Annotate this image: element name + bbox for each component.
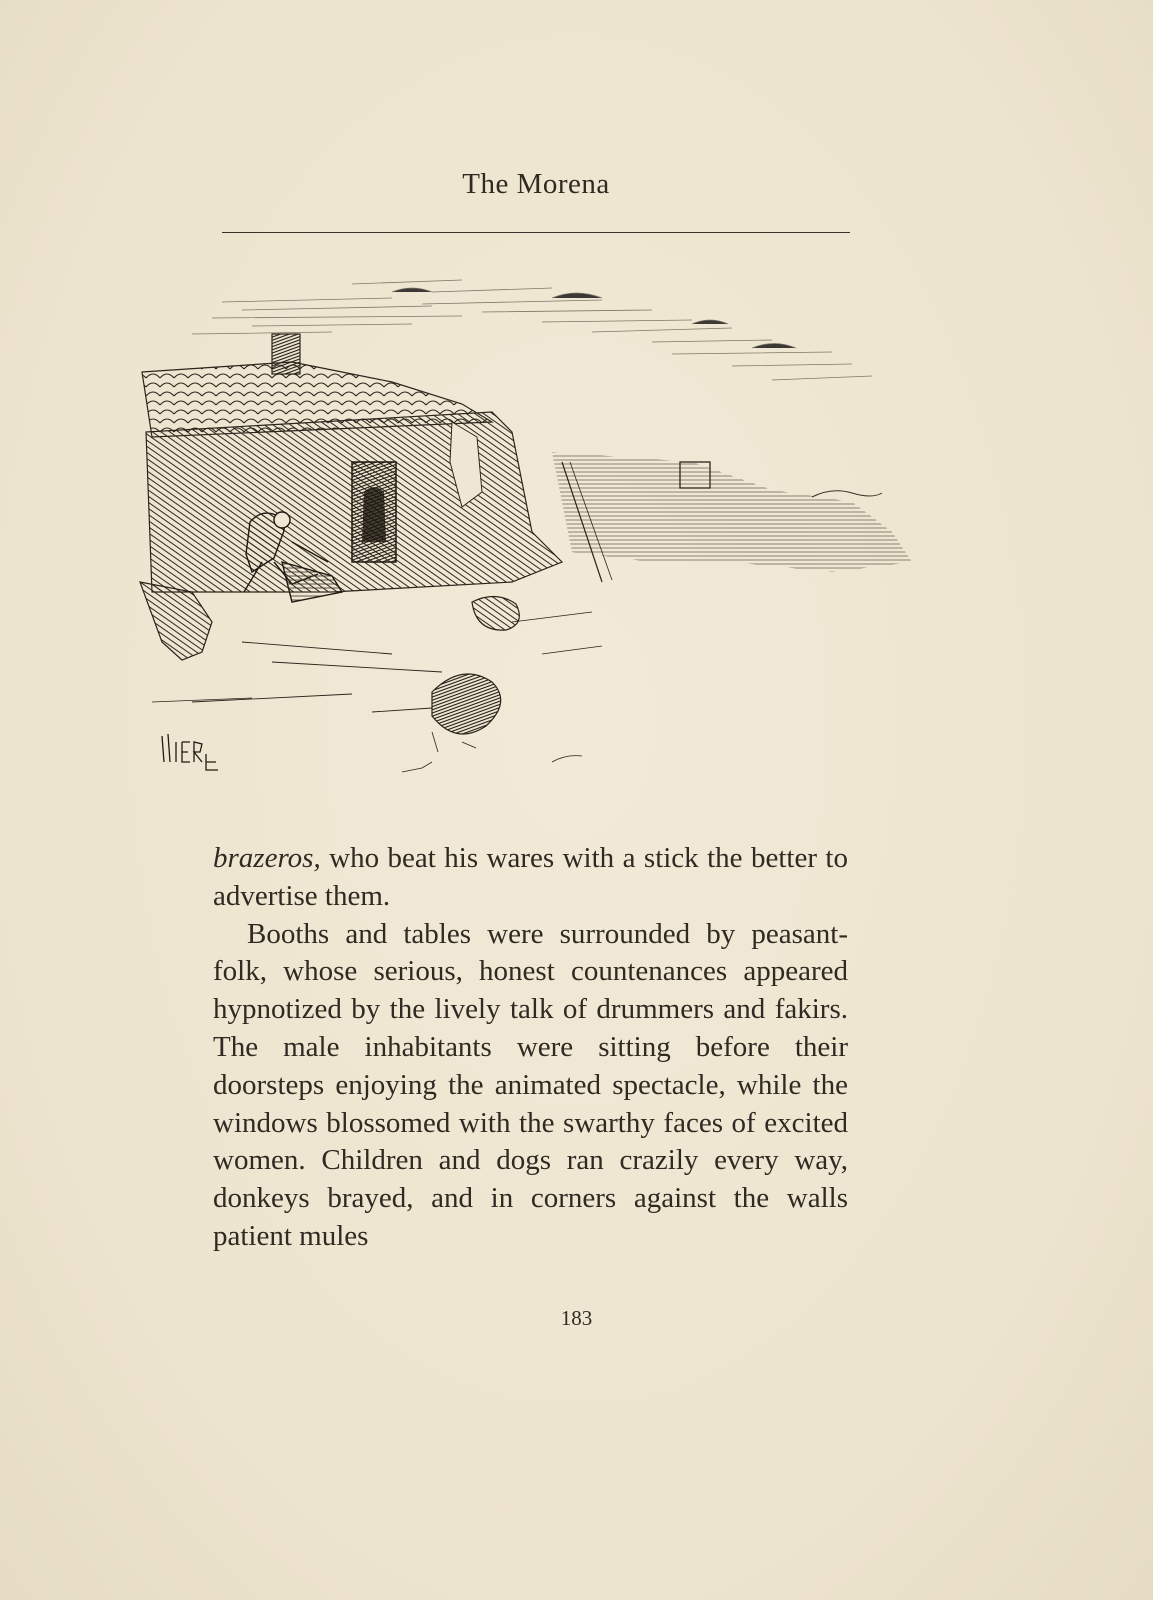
paragraph-1-text: who beat his wares with a stick the better to advertise them.	[213, 842, 848, 912]
house-wall	[146, 412, 562, 592]
engraving-svg	[132, 262, 922, 802]
italic-word: brazeros,	[213, 842, 321, 874]
paragraph-1	[213, 840, 848, 916]
foreground-rubble	[140, 582, 602, 772]
running-head: The Morena	[462, 168, 610, 200]
paragraph-2: Booths and tables were surrounded by peasant-folk, whose serious, honest countenances appeared hypnotized by the lively talk of drummers and fakirs. The male inhabitants were sitting before their doorsteps enjoying the animated spectacle, while the windows blossomed with the swarthy faces of excited women. Children and dogs ran crazily every way, donkeys brayed, and in corners against the walls patient mules	[213, 917, 848, 1252]
background-ridge	[552, 452, 912, 582]
header-rule	[222, 232, 850, 233]
page-number: 183	[560, 1306, 593, 1330]
engraving-illustration	[132, 262, 922, 802]
body-text	[213, 840, 848, 1256]
artist-signature	[162, 734, 218, 770]
